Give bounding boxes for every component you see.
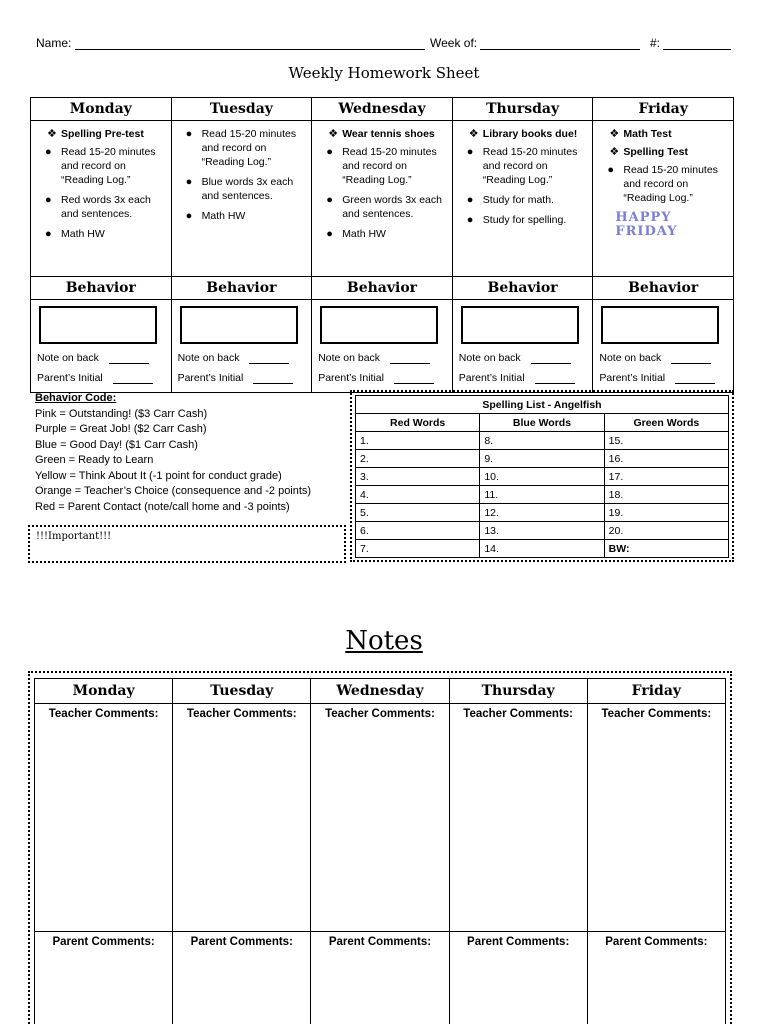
parent-initial-label: Parent’s Initial — [37, 372, 103, 384]
name-field[interactable] — [36, 36, 425, 50]
homework-task — [326, 145, 448, 187]
note-on-back-line[interactable] — [671, 354, 711, 364]
diamond-star-icon: ❖ — [609, 128, 620, 140]
notes-day-header-friday: Friday — [587, 679, 725, 704]
notes-table — [34, 678, 726, 1024]
task-text: Spelling Pre-test — [61, 128, 144, 140]
spelling-cell[interactable]: 13. — [480, 522, 604, 540]
homework-cell-thursday — [452, 121, 593, 277]
apple-icon: ● — [466, 146, 474, 158]
week-line[interactable] — [480, 38, 640, 50]
homework-task — [467, 145, 589, 187]
homework-cell-wednesday — [312, 121, 453, 277]
name-label: Name: — [36, 36, 72, 50]
spelling-cell[interactable]: 17. — [604, 468, 728, 486]
apple-icon: ● — [185, 128, 193, 140]
spelling-cell[interactable]: 14. — [480, 540, 604, 558]
homework-task — [45, 145, 167, 187]
spelling-list-box — [350, 390, 734, 562]
spelling-row — [356, 432, 729, 450]
notes-day-header-monday: Monday — [35, 679, 173, 704]
happy-friday-graphic: HAPPY FRIDAY — [615, 210, 678, 239]
note-on-back-label: Note on back — [177, 352, 240, 364]
day-header-friday: Friday — [593, 98, 734, 121]
note-on-back-label: Note on back — [37, 352, 99, 364]
spelling-row — [356, 450, 729, 468]
apple-icon: ● — [185, 176, 193, 188]
spelling-cell[interactable]: 10. — [480, 468, 604, 486]
behavior-color-box[interactable] — [461, 306, 579, 344]
parent-initial-line[interactable] — [394, 374, 434, 384]
day-header-wednesday: Wednesday — [312, 98, 453, 121]
behavior-header: Behavior — [593, 277, 734, 300]
behavior-color-box[interactable] — [601, 306, 719, 344]
task-text: Math HW — [342, 228, 386, 240]
behavior-cell-tuesday — [171, 300, 312, 393]
spelling-cell[interactable]: 12. — [480, 504, 604, 522]
homework-task — [469, 127, 589, 141]
spelling-cell[interactable]: 4. — [356, 486, 480, 504]
note-on-back-label: Note on back — [318, 352, 381, 364]
homework-task — [328, 127, 448, 141]
parent-initial-label: Parent’s Initial — [458, 372, 525, 384]
behavior-cell-wednesday — [312, 300, 453, 393]
number-label: #: — [650, 36, 661, 50]
behavior-row — [31, 300, 734, 393]
day-header-monday: Monday — [31, 98, 172, 121]
spelling-cell[interactable]: 2. — [356, 450, 480, 468]
apple-icon: ● — [45, 146, 52, 158]
parent-initial-field[interactable] — [37, 372, 165, 384]
behavior-code — [35, 391, 311, 515]
spelling-cell[interactable]: 7. — [356, 540, 480, 558]
task-text: Blue words 3x each and sentences. — [201, 176, 294, 202]
diamond-star-icon: ❖ — [468, 128, 479, 140]
parent-comments-monday[interactable]: Parent Comments: — [35, 932, 173, 1024]
homework-cell-monday — [31, 121, 172, 277]
homework-cell-tuesday — [171, 121, 312, 277]
apple-icon: ● — [326, 228, 333, 240]
task-text: Read 15-20 minutes and record on “Reading Log.” — [201, 128, 297, 168]
spelling-cell[interactable]: 11. — [480, 486, 604, 504]
task-text: Wear tennis shoes — [342, 128, 435, 140]
homework-task — [45, 227, 167, 241]
notes-day-header-tuesday: Tuesday — [173, 679, 311, 704]
notes-day-header-wednesday: Wednesday — [311, 679, 449, 704]
spelling-table — [355, 395, 729, 558]
homework-task — [607, 163, 729, 205]
day-header-row — [31, 98, 734, 121]
behavior-code-line: Orange = Teacher’s Choice (consequence and -2 points) — [35, 485, 312, 497]
parent-initial-label: Parent’s Initial — [318, 372, 384, 384]
note-on-back-field[interactable] — [37, 352, 165, 364]
important-box — [28, 525, 346, 563]
parent-initial-field[interactable] — [599, 372, 727, 384]
behavior-color-box[interactable] — [320, 306, 438, 344]
spelling-column-header: Red Words — [356, 414, 480, 432]
parent-initial-line[interactable] — [675, 374, 715, 384]
spelling-row — [356, 468, 729, 486]
week-label: Week of: — [430, 36, 478, 50]
spelling-cell[interactable]: 1. — [356, 432, 480, 450]
notes-day-header-thursday: Thursday — [449, 679, 587, 704]
note-on-back-label: Note on back — [458, 352, 521, 364]
spelling-cell[interactable]: BW: — [604, 540, 728, 558]
spelling-column-header: Green Words — [604, 414, 728, 432]
parent-comments-friday[interactable]: Parent Comments: — [587, 932, 725, 1024]
spelling-cell[interactable]: 6. — [356, 522, 480, 540]
homework-task — [609, 145, 729, 159]
note-on-back-field[interactable] — [178, 352, 306, 364]
homework-task — [467, 213, 589, 227]
note-on-back-field[interactable] — [318, 352, 446, 364]
notes-day-row — [35, 679, 726, 704]
apple-icon: ● — [45, 194, 52, 206]
homework-task — [186, 127, 308, 169]
note-on-back-line[interactable] — [249, 354, 289, 364]
task-text: Read 15-20 minutes and record on “Reading Log.” — [623, 164, 718, 204]
important-label: !!!Important!!! — [36, 531, 112, 542]
day-header-thursday: Thursday — [452, 98, 593, 121]
behavior-code-line: Green = Ready to Learn — [35, 454, 154, 466]
spelling-row — [356, 486, 729, 504]
name-line[interactable] — [75, 38, 425, 50]
note-on-back-line[interactable] — [531, 354, 571, 364]
apple-icon: ● — [466, 194, 474, 206]
note-on-back-line[interactable] — [109, 354, 149, 364]
note-on-back-field[interactable] — [459, 352, 587, 364]
behavior-code-line: Yellow = Think About It (-1 point for conduct grade) — [35, 469, 282, 482]
note-on-back-field[interactable] — [599, 352, 727, 364]
task-text: Read 15-20 minutes and record on “Reading Log.” — [482, 146, 578, 186]
parent-comments-thursday[interactable]: Parent Comments: — [449, 932, 587, 1024]
behavior-code-line: Red = Parent Contact (note/call home and -3 points) — [35, 500, 290, 513]
spelling-title: Spelling List - Angelfish — [356, 396, 729, 414]
behavior-cell-monday — [31, 300, 172, 393]
behavior-header-row — [31, 277, 734, 300]
parent-initial-field[interactable] — [459, 372, 587, 384]
week-field[interactable] — [430, 36, 640, 50]
homework-row — [31, 121, 734, 277]
apple-icon: ● — [185, 210, 193, 222]
homework-task — [326, 193, 448, 221]
teacher-comments-monday[interactable]: Teacher Comments: — [35, 704, 173, 932]
page-title: Weekly Homework Sheet — [288, 64, 480, 82]
homework-task — [467, 193, 589, 207]
spelling-cell[interactable]: 9. — [480, 450, 604, 468]
spelling-column-header: Blue Words — [480, 414, 604, 432]
task-text: Math HW — [201, 210, 246, 222]
task-text: Math Test — [623, 128, 672, 140]
task-text: Study for spelling. — [482, 214, 567, 226]
homework-task — [186, 209, 308, 223]
parent-initial-field[interactable] — [178, 372, 306, 384]
behavior-color-box[interactable] — [39, 306, 157, 344]
homework-task — [45, 193, 167, 221]
behavior-cell-friday — [593, 300, 734, 393]
parent-initial-label: Parent’s Initial — [599, 372, 666, 384]
behavior-cell-thursday — [452, 300, 593, 393]
spelling-cell[interactable]: 5. — [356, 504, 480, 522]
apple-icon: ● — [45, 228, 52, 240]
parent-initial-line[interactable] — [113, 374, 153, 384]
parent-comments-tuesday[interactable]: Parent Comments: — [173, 932, 311, 1024]
behavior-code-line: Pink = Outstanding! ($3 Carr Cash) — [35, 407, 208, 420]
parent-initial-line[interactable] — [253, 374, 293, 384]
spelling-cell[interactable]: 18. — [604, 486, 728, 504]
diamond-star-icon: ❖ — [47, 128, 57, 140]
teacher-comments-row — [35, 704, 726, 932]
parent-comments-wednesday[interactable]: Parent Comments: — [311, 932, 449, 1024]
apple-icon: ● — [466, 214, 474, 226]
note-on-back-label: Note on back — [599, 352, 662, 364]
parent-comments-row — [35, 932, 726, 1024]
notes-title-text: Notes — [345, 626, 423, 656]
teacher-comments-wednesday[interactable]: Teacher Comments: — [311, 704, 449, 932]
behavior-header: Behavior — [312, 277, 453, 300]
diamond-star-icon: ❖ — [328, 128, 339, 140]
number-field[interactable] — [650, 36, 731, 50]
note-on-back-line[interactable] — [390, 354, 430, 364]
diamond-star-icon: ❖ — [609, 146, 620, 158]
behavior-code-line: Blue = Good Day! ($1 Carr Cash) — [35, 438, 198, 451]
spelling-row — [356, 504, 729, 522]
spelling-cell[interactable]: 8. — [480, 432, 604, 450]
day-header-tuesday: Tuesday — [171, 98, 312, 121]
task-text: Red words 3x each and sentences. — [61, 194, 151, 220]
spelling-cell[interactable]: 20. — [604, 522, 728, 540]
spelling-cell[interactable]: 16. — [604, 450, 728, 468]
parent-initial-field[interactable] — [318, 372, 446, 384]
task-text: Spelling Test — [623, 146, 688, 158]
task-text: Study for math. — [482, 194, 554, 206]
task-text: Library books due! — [482, 128, 578, 140]
number-line[interactable] — [663, 38, 731, 50]
behavior-code-line: Purple = Great Job! ($2 Carr Cash) — [35, 423, 207, 435]
apple-icon: ● — [326, 146, 333, 158]
homework-task — [326, 227, 448, 241]
apple-icon: ● — [326, 194, 333, 206]
teacher-comments-friday[interactable]: Teacher Comments: — [587, 704, 725, 932]
homework-task — [47, 127, 167, 141]
spelling-cell[interactable]: 19. — [604, 504, 728, 522]
spelling-row — [356, 540, 729, 558]
task-text: Read 15-20 minutes and record on “Reading Log.” — [61, 146, 156, 186]
spelling-cell[interactable]: 15. — [604, 432, 728, 450]
notes-box — [28, 671, 732, 1024]
homework-task — [186, 175, 308, 203]
task-text: Green words 3x each and sentences. — [342, 194, 442, 220]
teacher-comments-thursday[interactable]: Teacher Comments: — [449, 704, 587, 932]
teacher-comments-tuesday[interactable]: Teacher Comments: — [173, 704, 311, 932]
homework-cell-friday — [593, 121, 734, 277]
task-text: Read 15-20 minutes and record on “Reading Log.” — [342, 146, 437, 186]
parent-initial-label: Parent’s Initial — [177, 372, 244, 384]
spelling-cell[interactable]: 3. — [356, 468, 480, 486]
homework-table — [30, 97, 734, 393]
spelling-row — [356, 522, 729, 540]
behavior-header: Behavior — [452, 277, 593, 300]
behavior-color-box[interactable] — [180, 306, 298, 344]
task-text: Math HW — [61, 228, 105, 240]
spelling-columns — [356, 414, 729, 432]
notes-title — [0, 626, 768, 656]
apple-icon: ● — [607, 164, 615, 176]
behavior-code-heading: Behavior Code: — [35, 392, 117, 404]
behavior-code-list — [35, 407, 311, 516]
parent-initial-line[interactable] — [535, 374, 575, 384]
behavior-header: Behavior — [171, 277, 312, 300]
homework-task — [609, 127, 729, 141]
behavior-header: Behavior — [31, 277, 172, 300]
